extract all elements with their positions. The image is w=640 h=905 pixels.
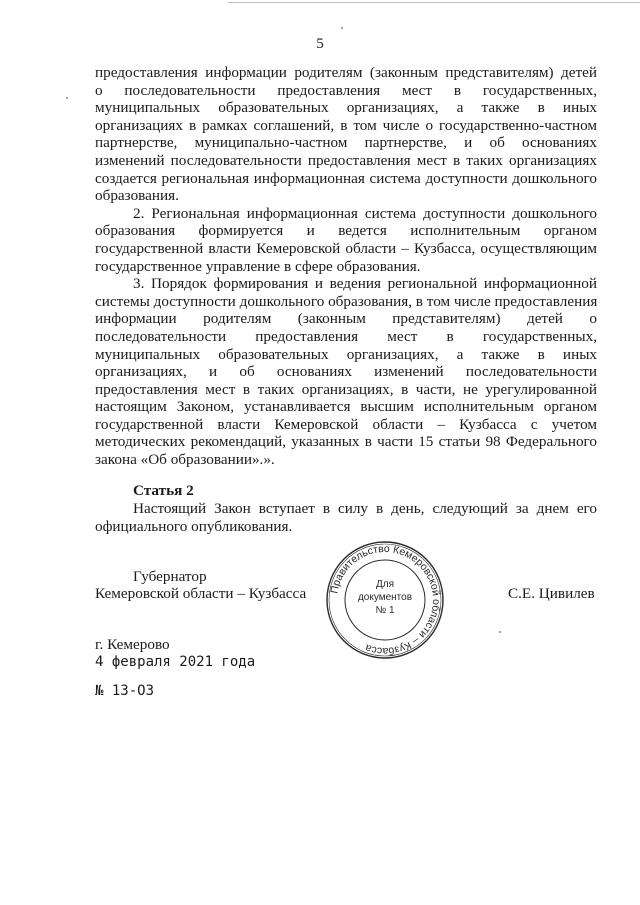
text-line: закона «Об образовании».». bbox=[95, 451, 275, 469]
text-line: организациях в рамках соглашений, в том числе о государственно-частном bbox=[95, 116, 597, 134]
governor-title: Губернатор bbox=[133, 568, 207, 585]
text-line: партнерстве, муниципально-частном партнерстве, и об основаниях bbox=[95, 134, 597, 152]
article-2-title: Статья 2 bbox=[133, 482, 194, 499]
scan-speck bbox=[499, 631, 501, 633]
governor-region: Кемеровской области – Кузбасса bbox=[95, 585, 307, 602]
text-line: 2. Региональная информационная система доступности дошкольного bbox=[133, 204, 597, 222]
text-line: системы доступности дошкольного образования, в том числе предоставления bbox=[95, 292, 598, 310]
text-line: государственной власти Кемеровской области – Кузбасса с учетом bbox=[95, 415, 597, 433]
signatory-name: С.Е. Цивилев bbox=[508, 585, 595, 602]
page-number: 5 bbox=[316, 36, 324, 52]
text-line: организациях, и об основаниях изменений последовательности bbox=[95, 363, 597, 381]
text-line: предоставления информации родителям (законным представителям) детей bbox=[95, 64, 597, 81]
top-edge-line bbox=[228, 2, 640, 3]
text-line: последовательности предоставления мест в государственных, bbox=[95, 327, 597, 345]
seal-center-line: Для bbox=[375, 579, 395, 590]
seal-ring-text: Правительство Кемеровской области – Кузбасса bbox=[328, 542, 443, 658]
article-1-text bbox=[95, 64, 597, 469]
text-line: изменений последовательности предоставления мест в таких организациях bbox=[95, 151, 597, 169]
document-date: 4 февраля 2021 года bbox=[95, 654, 256, 670]
text-line: информации родителям (законным представителям) детей о bbox=[95, 310, 597, 328]
text-line: официального опубликования. bbox=[95, 518, 293, 535]
text-line: настоящим Законом, устанавливается высшим исполнительным органом bbox=[95, 398, 597, 416]
text-line: образования. bbox=[95, 187, 179, 205]
scan-speck bbox=[66, 97, 68, 99]
seal-center-line: документов bbox=[357, 592, 413, 603]
text-line: государственной власти Кемеровской области – Кузбасса, осуществляющим bbox=[95, 239, 597, 257]
text-line: о последовательности предоставления мест в государственных, bbox=[95, 81, 597, 99]
scan-speck bbox=[341, 27, 343, 29]
text-line: предоставления мест в таких организациях, в части, не урегулированной bbox=[95, 380, 597, 398]
seal-center-line: № 1 bbox=[375, 605, 395, 616]
text-line: муниципальных образовательных организациях, а также в иных bbox=[95, 99, 597, 117]
text-line: образования формируется и ведется исполнительным органом bbox=[95, 222, 597, 240]
city: г. Кемерово bbox=[95, 636, 170, 653]
text-line: создается региональная информационная система доступности дошкольного bbox=[95, 169, 597, 187]
official-seal-stamp bbox=[325, 540, 445, 660]
law-number: № 13-ОЗ bbox=[95, 683, 155, 699]
text-line: государственное управление в сфере образования. bbox=[95, 257, 421, 275]
text-line: методических рекомендаций, указанных в части 15 статьи 98 Федерального bbox=[95, 433, 597, 451]
text-line: муниципальных образовательных организациях, а также в иных bbox=[95, 345, 597, 363]
article-2-text bbox=[95, 500, 597, 536]
text-line: Настоящий Закон вступает в силу в день, следующий за днем его bbox=[133, 500, 597, 517]
text-line: 3. Порядок формирования и ведения региональной информационной bbox=[133, 275, 597, 293]
